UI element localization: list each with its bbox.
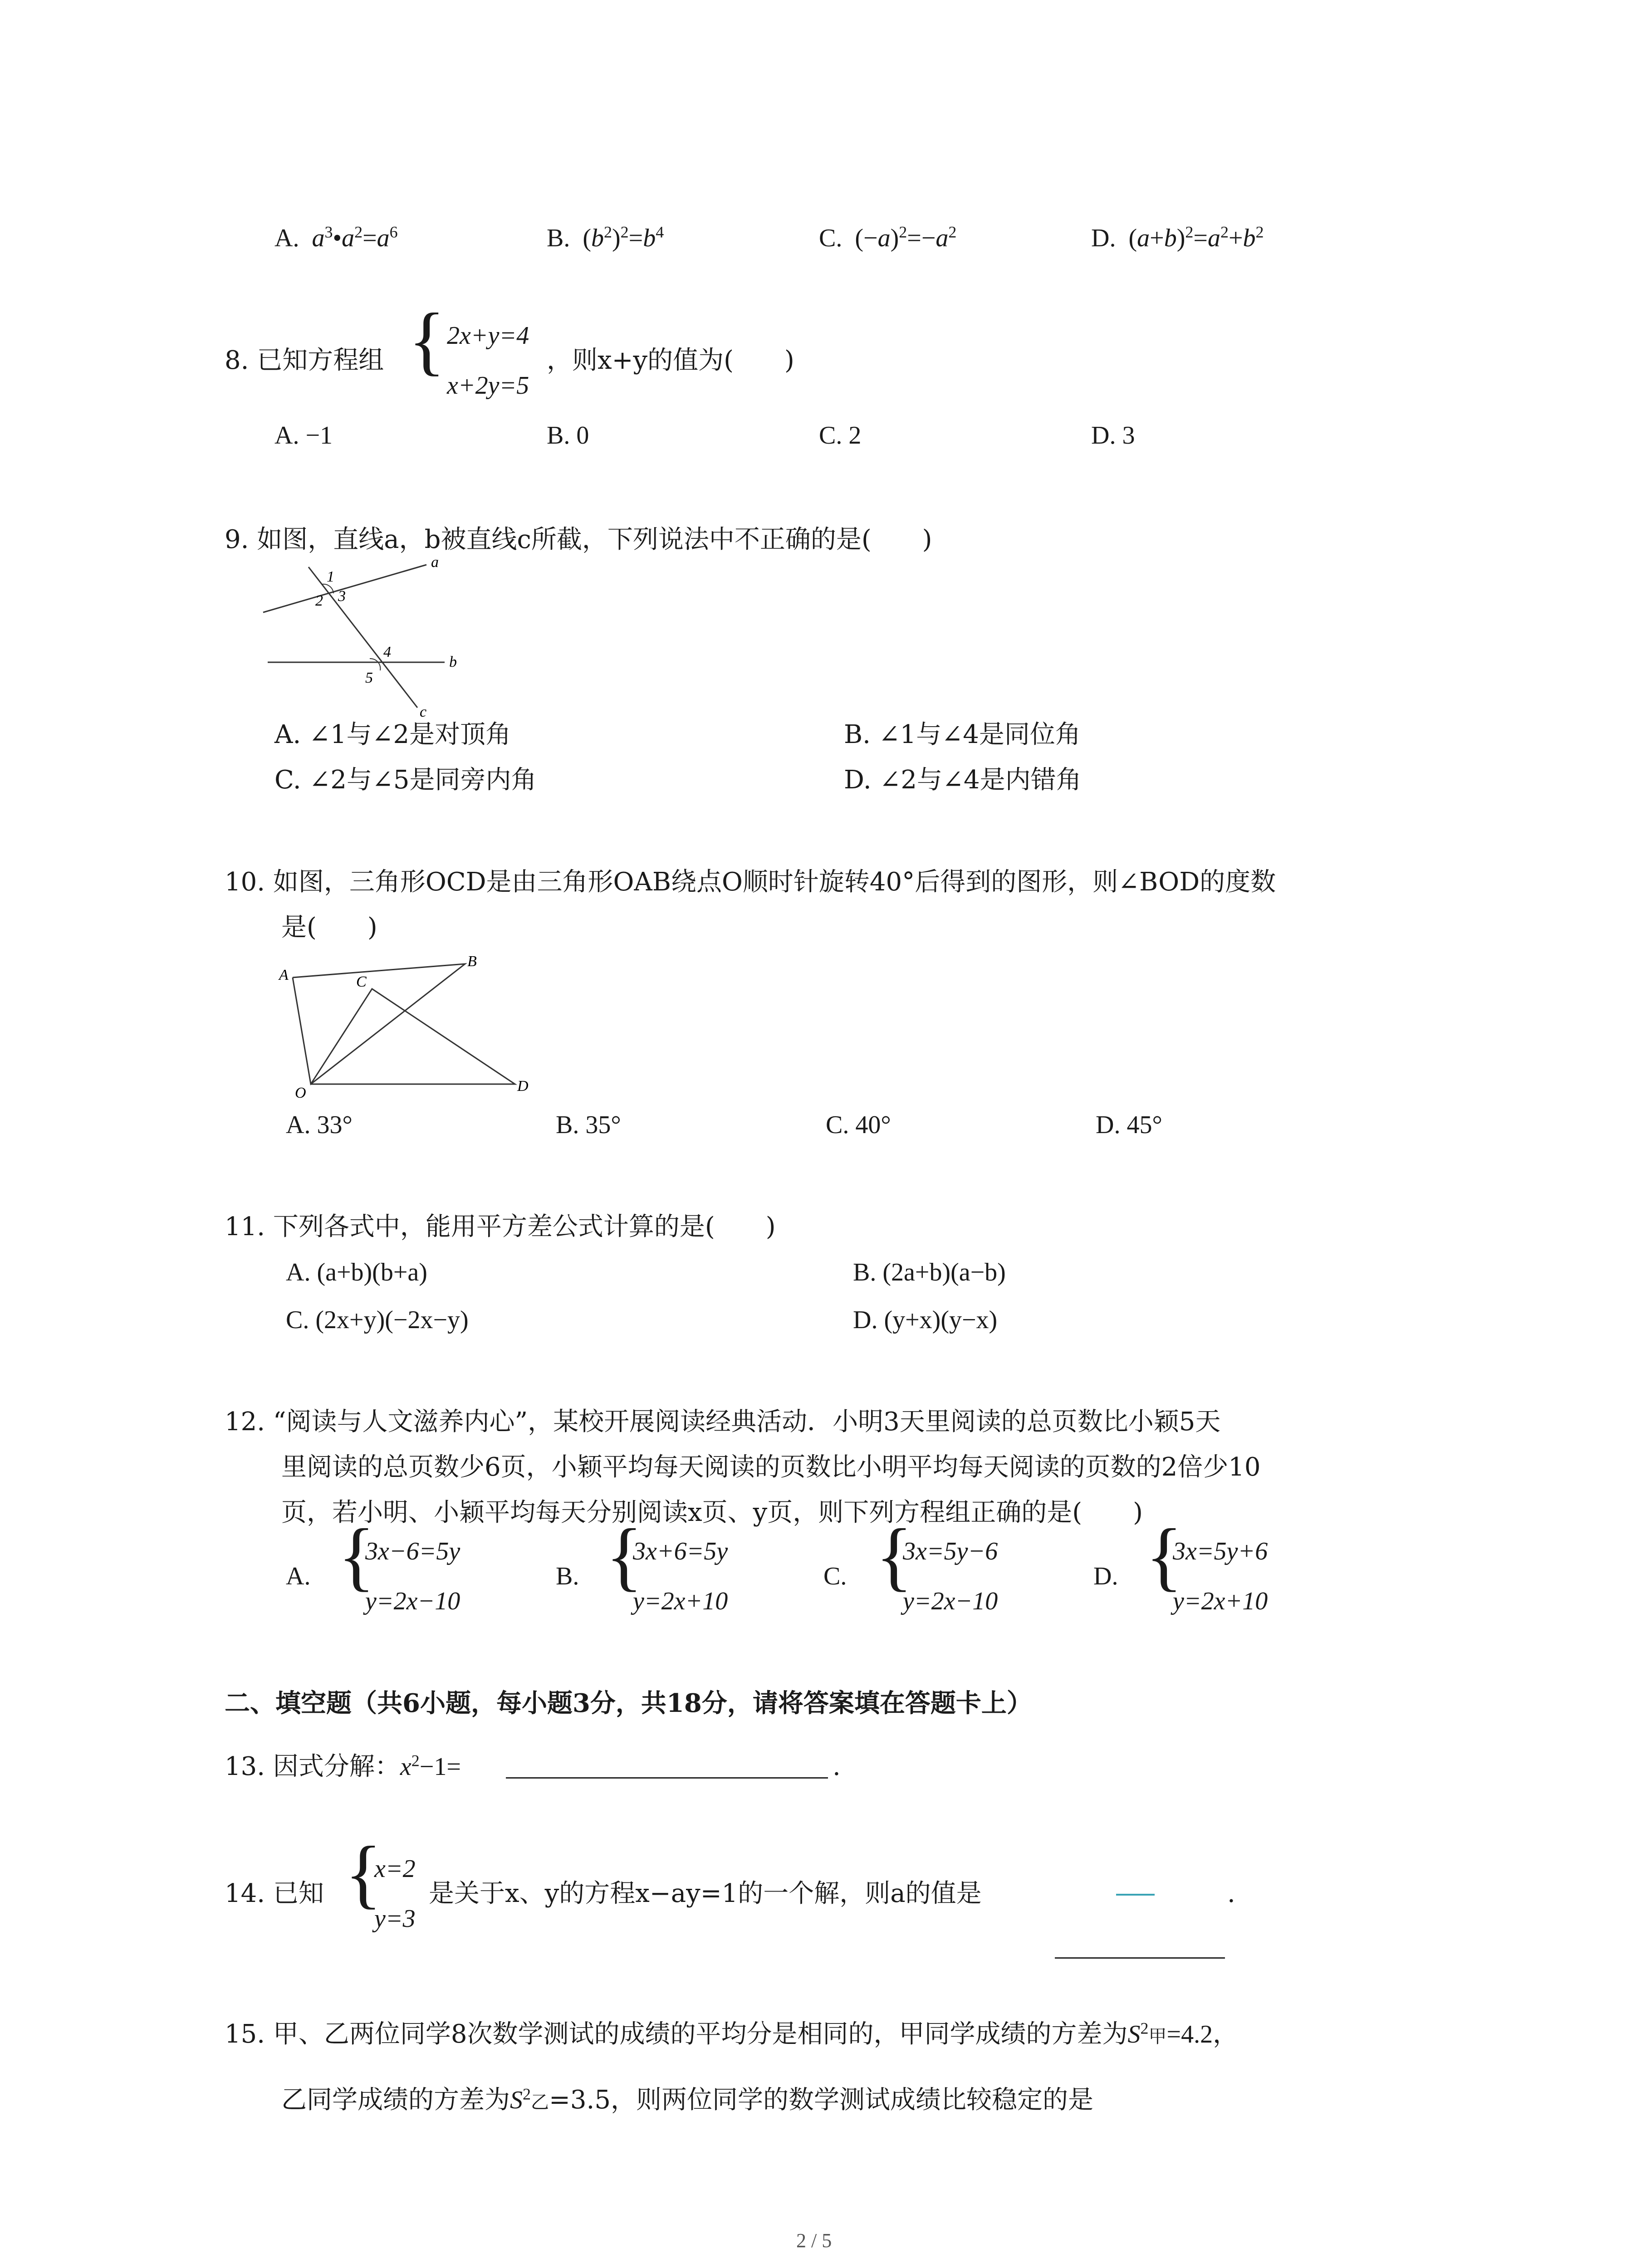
q12-stem-line3: 页，若小明、小颖平均每天分别阅读x页、y页，则下列方程组正确的是( ) bbox=[281, 1498, 1143, 1527]
q12-option-d-eq2: y=2x+10 bbox=[1173, 1587, 1268, 1615]
q13-stem: 13. 因式分解：$x^2-1=$ bbox=[225, 1751, 461, 1781]
fig-label-C: C bbox=[356, 973, 367, 990]
triangle-oab bbox=[293, 964, 465, 1084]
fig-label-4: 4 bbox=[383, 644, 391, 660]
fig-label-a: a bbox=[431, 554, 439, 571]
q13-end: . bbox=[833, 1752, 841, 1781]
q12-option-d-eq1: 3x=5y+6 bbox=[1173, 1537, 1268, 1565]
q11-option-b: B. (2a+b)(a−b) bbox=[853, 1258, 1006, 1286]
q11-stem: 11. 下列各式中，能用平方差公式计算的是( ) bbox=[225, 1212, 776, 1242]
q10-figure bbox=[272, 946, 535, 1102]
fig-label-2: 2 bbox=[315, 592, 323, 609]
q12-option-a-eq2: y=2x−10 bbox=[365, 1587, 460, 1615]
fig-label-c: c bbox=[420, 704, 427, 720]
q14-eq1: x=2 bbox=[374, 1855, 416, 1883]
q8-option-c: C. 2 bbox=[819, 421, 862, 450]
q9-option-a: A. ∠1与∠2是对顶角 bbox=[274, 720, 511, 749]
q8-eq1: 2x+y=4 bbox=[447, 322, 529, 350]
q12-option-a-brace: { bbox=[338, 1513, 375, 1598]
q12-option-d-brace: { bbox=[1146, 1513, 1183, 1598]
q12-stem-line1: 12. “阅读与人文滋养内心”，某校开展阅读经典活动．小明3天里阅读的总页数比小颖5天 bbox=[225, 1407, 1221, 1437]
q15-line1: 15. 甲、乙两位同学8次数学测试的成绩的平均分是相同的，甲同学成绩的方差为$S^2$甲=4.2， bbox=[225, 2019, 1239, 2049]
q8-brace: { bbox=[408, 298, 446, 383]
q14-brace: { bbox=[345, 1831, 382, 1916]
q9-option-b: B. ∠1与∠4是同位角 bbox=[844, 720, 1081, 749]
q13-answer-blank[interactable] bbox=[506, 1777, 828, 1779]
q12-option-c-eq1: 3x=5y−6 bbox=[903, 1537, 998, 1565]
q10-option-a: A. 33° bbox=[286, 1111, 353, 1139]
q12-option-a-eq1: 3x−6=5y bbox=[365, 1537, 460, 1565]
fig-label-D: D bbox=[517, 1078, 529, 1095]
q14-stem: 14. 已知 bbox=[225, 1879, 324, 1908]
q11-option-a: A. (a+b)(b+a) bbox=[286, 1258, 427, 1286]
fig-label-A: A bbox=[279, 967, 289, 983]
q7-option-d: D. $(a+b)^2=a^2+b^2$ bbox=[1091, 223, 1264, 252]
q12-option-c-brace: { bbox=[876, 1513, 913, 1598]
section-title-fill-in: 二、填空题（共6小题，每小题3分，共18分，请将答案填在答题卡上） bbox=[225, 1688, 1032, 1718]
q8-option-a: A. −1 bbox=[274, 421, 333, 450]
q8-ask: ，则x+y的值为( ) bbox=[547, 346, 794, 375]
fig-label-5: 5 bbox=[365, 670, 373, 686]
q7-option-c: C. $(-a)^2=-a^2$ bbox=[819, 223, 957, 252]
triangle-ocd bbox=[311, 989, 515, 1084]
q8-option-b: B. 0 bbox=[547, 421, 589, 450]
q7-option-b: B. $(b^2)^2=b^4$ bbox=[547, 223, 664, 252]
q11-option-c: C. (2x+y)(−2x−y) bbox=[286, 1306, 469, 1334]
q10-stem-line2: 是( ) bbox=[281, 913, 377, 942]
q14-answer-blank[interactable] bbox=[1055, 1957, 1225, 1959]
q12-option-b-eq1: 3x+6=5y bbox=[633, 1537, 728, 1565]
page-number: 2 / 5 bbox=[796, 2229, 832, 2252]
q12-option-c-label: C. bbox=[823, 1562, 847, 1590]
q9-option-d: D. ∠2与∠4是内错角 bbox=[844, 765, 1082, 795]
q9-figure bbox=[254, 553, 463, 721]
q14-end: . bbox=[1227, 1879, 1235, 1908]
q7-option-a: A. $a^3•a^2=a^6$ bbox=[274, 223, 398, 252]
q12-option-b-eq2: y=2x+10 bbox=[633, 1587, 728, 1615]
q14-rest: 是关于x、y的方程x−ay=1的一个解，则a的值是 bbox=[429, 1879, 982, 1908]
q12-option-d-label: D. bbox=[1093, 1562, 1118, 1590]
q12-stem-line2: 里阅读的总页数少6页，小颖平均每天阅读的页数比小明平均每天阅读的页数的2倍少10 bbox=[281, 1452, 1261, 1482]
q11-option-d: D. (y+x)(y−x) bbox=[853, 1306, 998, 1334]
q8-option-d: D. 3 bbox=[1091, 421, 1135, 450]
q10-option-d: D. 45° bbox=[1096, 1111, 1162, 1139]
q14-teal-mark bbox=[1116, 1894, 1155, 1896]
fig-label-3: 3 bbox=[338, 588, 346, 605]
q10-option-c: C. 40° bbox=[826, 1111, 891, 1139]
q15-line2: 乙同学成绩的方差为$S^2$乙=3.5，则两位同学的数学测试成绩比较稳定的是 bbox=[281, 2085, 1093, 2115]
fig-label-1: 1 bbox=[327, 568, 334, 585]
q10-option-b: B. 35° bbox=[556, 1111, 621, 1139]
q8-stem: 8. 已知方程组 bbox=[225, 346, 384, 375]
q10-stem-line1: 10. 如图，三角形OCD是由三角形OAB绕点O顺时针旋转40°后得到的图形，则∠BOD的度数 bbox=[225, 867, 1276, 897]
q8-eq2: x+2y=5 bbox=[447, 371, 529, 400]
q12-option-c-eq2: y=2x−10 bbox=[903, 1587, 998, 1615]
q12-option-a-label: A. bbox=[286, 1562, 311, 1590]
q12-option-b-brace: { bbox=[606, 1513, 643, 1598]
q9-stem: 9. 如图，直线a，b被直线c所截，下列说法中不正确的是( ) bbox=[225, 525, 932, 554]
q9-option-c: C. ∠2与∠5是同旁内角 bbox=[274, 765, 537, 795]
q12-option-b-label: B. bbox=[556, 1562, 579, 1590]
q14-eq2: y=3 bbox=[374, 1905, 416, 1933]
fig-label-B: B bbox=[467, 953, 477, 970]
line-c bbox=[309, 567, 417, 708]
fig-label-O: O bbox=[295, 1085, 306, 1101]
fig-label-b: b bbox=[449, 654, 457, 670]
